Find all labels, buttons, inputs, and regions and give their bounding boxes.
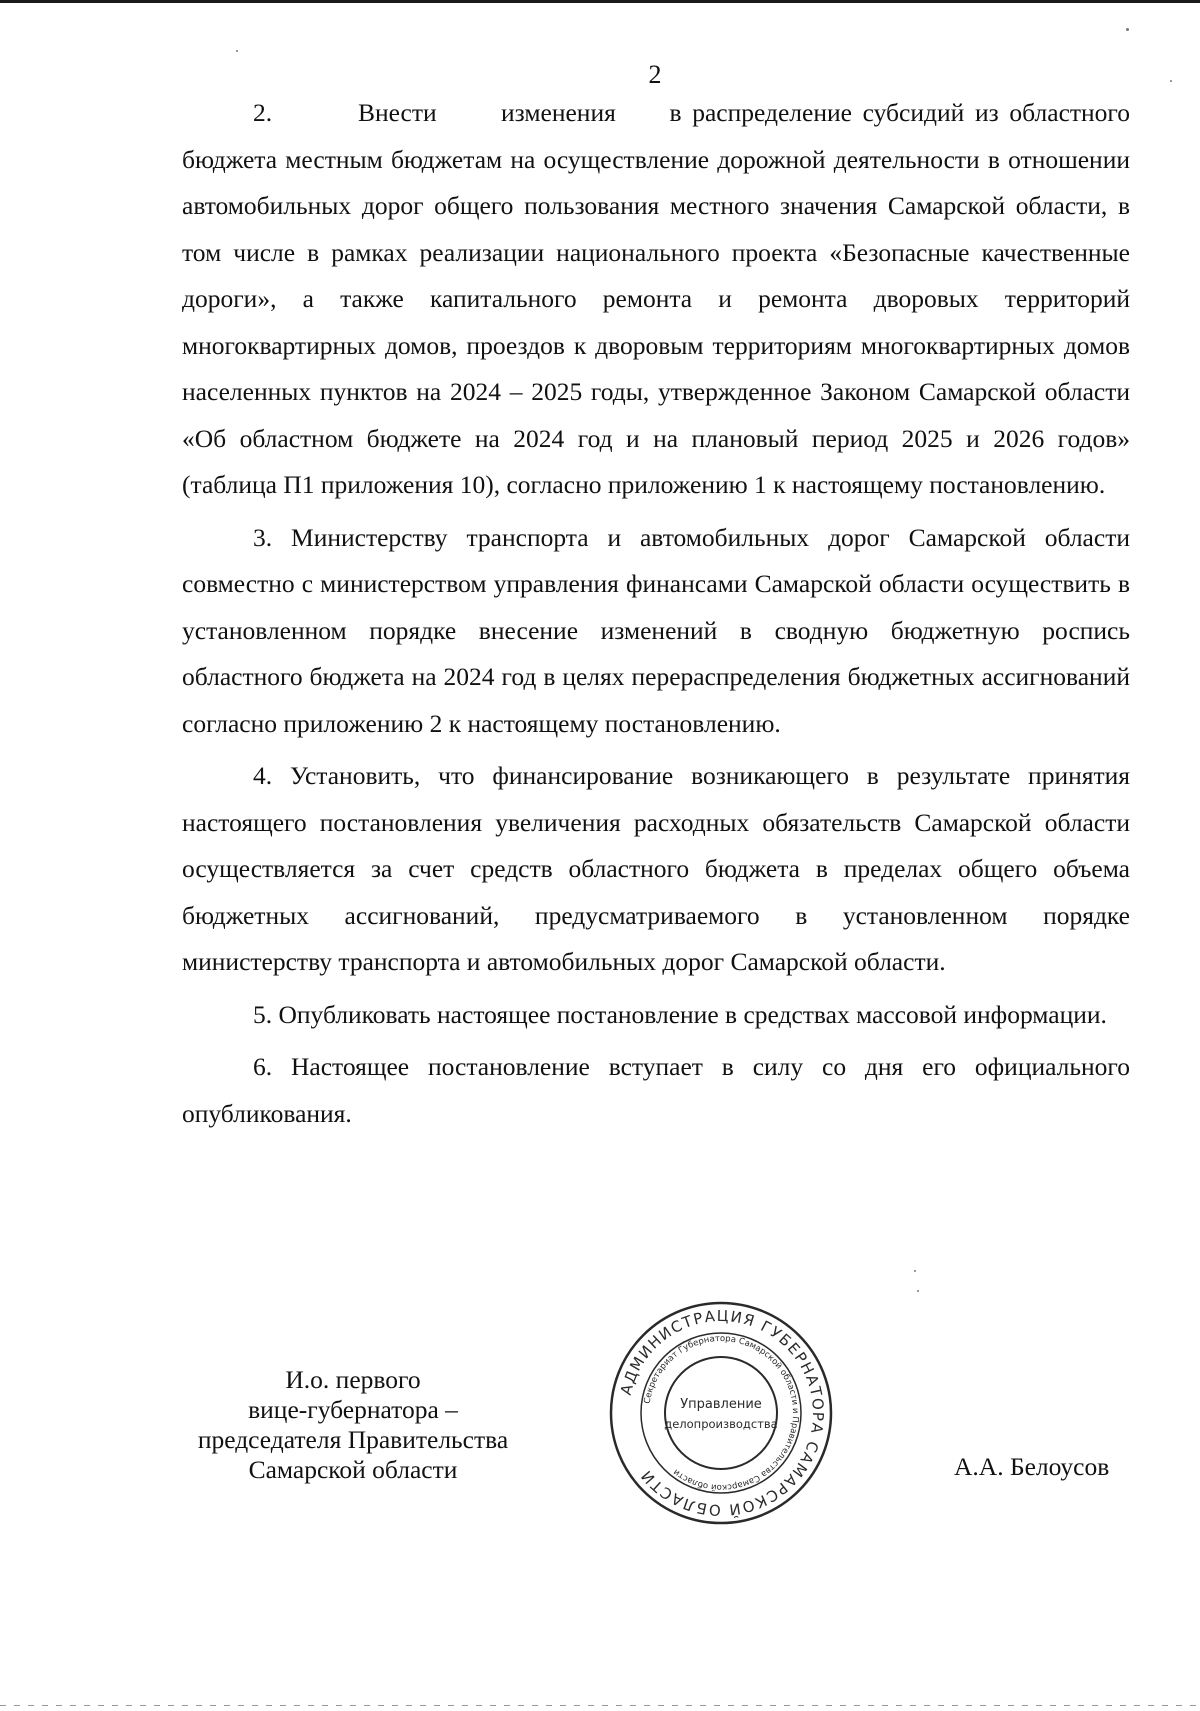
signatory-title <box>178 1365 528 1485</box>
scan-speck <box>914 1270 916 1272</box>
paragraph-2: 2. Внести изменения в распределение субсидий из областного бюджета местным бюджетам на осуществление дорожной деятельности в отношении автомобильных дорог общего пользования местного значения Самарской области, в том числе в рамках реализации национального проекта «Безопасные качественные дороги», а также капитального ремонта и ремонта дворовых территорий многоквартирных домов, проездов к дворовым территориям многоквартирных домов населенных пунктов на 2024 – 2025 годы, утвержденное Законом Самарской области «Об областном бюджете на 2024 год и на плановый период 2025 и 2026 годов» (таблица П1 приложения 10), согласно приложению 1 к настоящему постановлению. <box>182 98 1130 499</box>
paragraph-5: 5. Опубликовать настоящее постановление в средствах массовой информации. <box>253 999 1107 1029</box>
scan-speck <box>236 50 238 52</box>
scan-bottom-edge <box>0 1705 1200 1706</box>
signatory-title-line: И.о. первого <box>285 1365 421 1394</box>
stamp-inner-ring-text: Секретариат Губернатора Самарской области и Правительства Самарской области <box>642 1333 801 1493</box>
stamp-center-line-1: Управление <box>680 1397 762 1412</box>
paragraph-4: 4. Установить, что финансирование возникающего в результате принятия настоящего постановления увеличения расходных обязательств Самарской области осуществляется за счет средств областного бюджета в пределах общего объема бюджетных ассигнований, предусматриваемого в установленном порядке министерству транспорта и автомобильных дорог Самарской области. <box>182 761 1130 976</box>
stamp-center-line-2: делопроизводства <box>664 1417 778 1431</box>
stamp-inner-circle <box>665 1357 777 1469</box>
paragraph-6: 6. Настоящее постановление вступает в силу со дня его официального опубликования. <box>182 1052 1130 1128</box>
document-body <box>182 90 1130 1143</box>
paragraph-3: 3. Министерству транспорта и автомобильных дорог Самарской области совместно с министерством управления финансами Самарской области осуществить в установленном порядке внесение изменений в сводную бюджетную роспись областного бюджета на 2024 год в целях перераспределения бюджетных ассигнований согласно приложению 2 к настоящему постановлению. <box>182 522 1130 738</box>
scan-speck <box>1170 80 1172 82</box>
signatory-name: А.А. Белоусов <box>954 1452 1110 1481</box>
stamp-outer-text: АДМИНИСТРАЦИЯ ГУБЕРНАТОРА САМАРСКОЙ ОБЛАСТИ <box>616 1306 828 1520</box>
official-stamp <box>605 1297 837 1529</box>
scan-speck <box>1126 28 1129 31</box>
page-number: 2 <box>648 60 662 89</box>
signatory-title-line: председателя Правительства <box>197 1425 509 1454</box>
signatory-title-line: Самарской области <box>248 1455 458 1484</box>
scan-speck <box>917 1290 919 1292</box>
signature-block <box>0 1306 1200 1545</box>
signatory-title-line: вице-губернатора – <box>248 1395 458 1424</box>
scan-top-edge <box>0 0 1200 3</box>
